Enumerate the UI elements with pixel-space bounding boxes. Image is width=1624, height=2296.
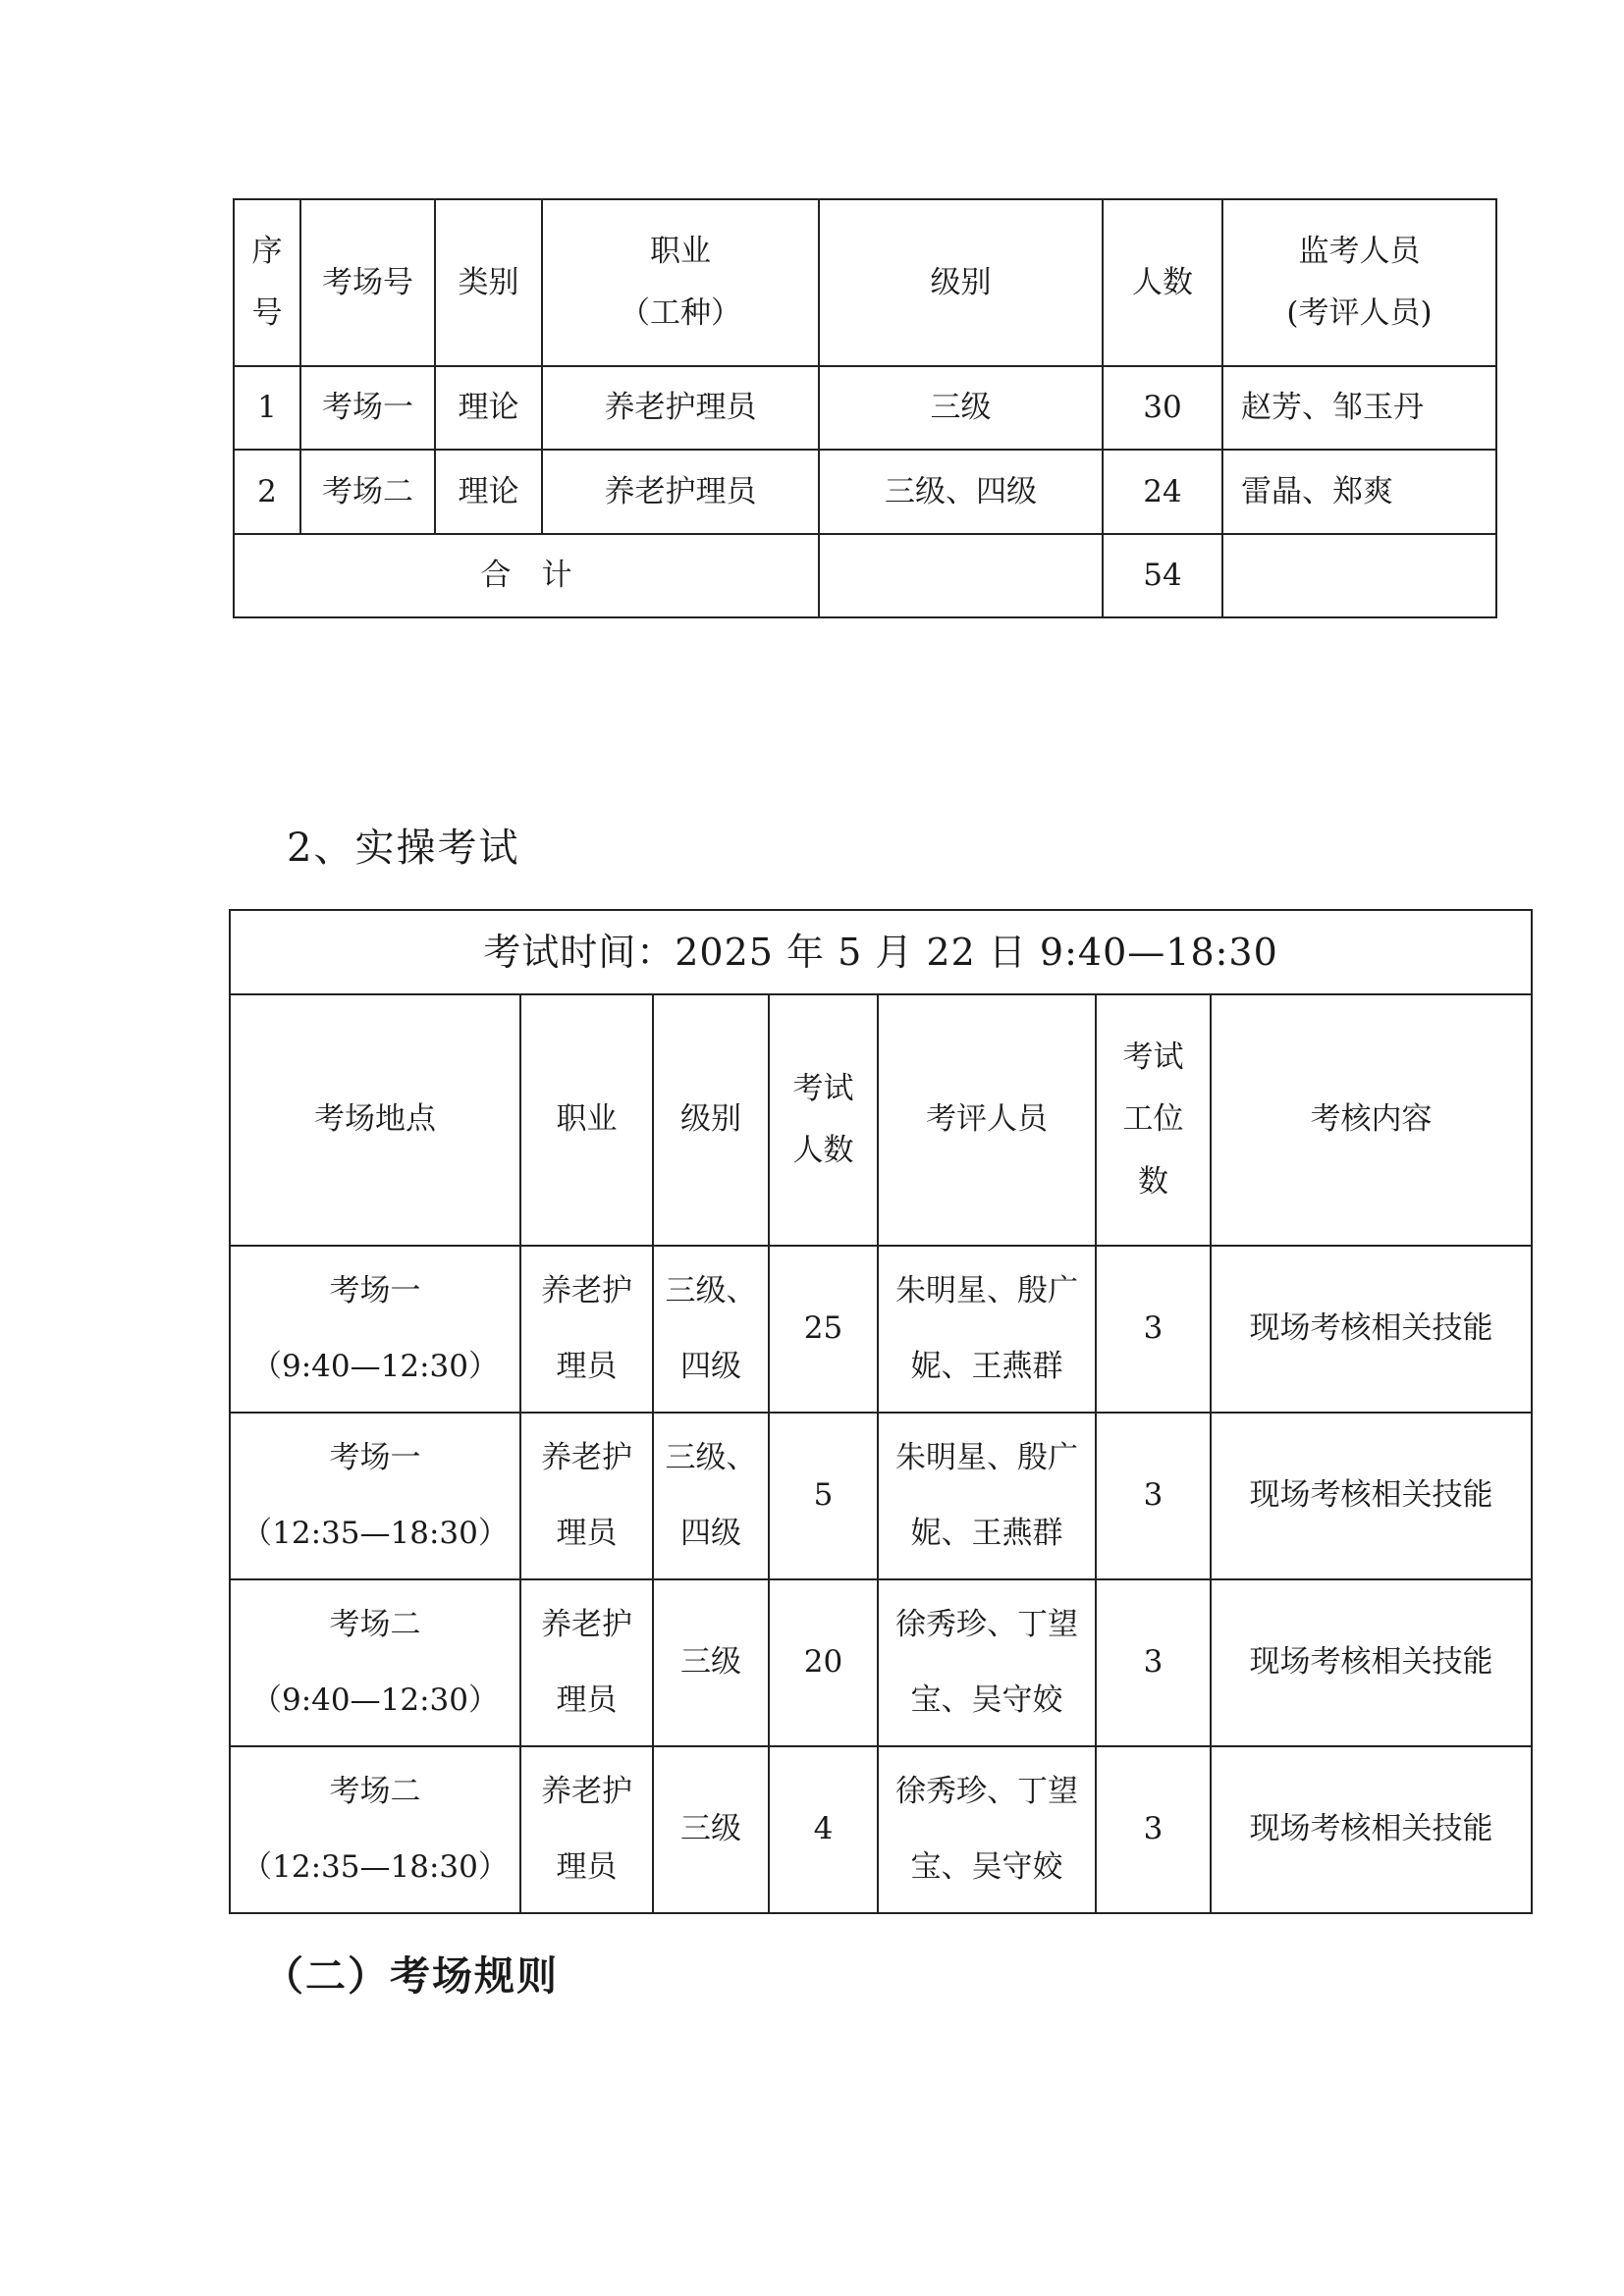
level-line2: 四级 [680,1516,741,1551]
cell-location [230,1246,520,1413]
exam-time: 考试时间：2025 年 5 月 22 日 9:40—18:30 [230,910,1532,994]
location-room: 考场一 [329,1439,421,1475]
total-proctor [1222,534,1496,617]
assessors-line1: 徐秀珍、丁望 [895,1773,1078,1809]
assessors-line1: 徐秀珍、丁望 [895,1606,1078,1642]
cell-occupation: 养老护理员 [542,450,819,534]
assessors-line2: 宝、吴守姣 [910,1682,1063,1718]
cell-level: 三级、四级 [819,450,1103,534]
cell-proctor: 雷晶、郑爽 [1222,450,1496,534]
location-time: （12:35—18:30） [242,1516,509,1551]
cell-occupation [520,1746,653,1913]
cell-location [230,1413,520,1579]
location-time: （12:35—18:30） [242,1849,509,1885]
header-proctor [1222,199,1496,366]
table2-header-row [230,994,1532,1246]
level-line1: 三级、 [665,1272,757,1308]
cell-assessors [878,1746,1096,1913]
assessors-line1: 朱明星、殷广 [895,1272,1078,1308]
cell-count: 30 [1103,366,1222,450]
assessors-line1: 朱明星、殷广 [895,1439,1078,1475]
cell-count: 25 [769,1246,878,1413]
cell-content: 现场考核相关技能 [1211,1413,1532,1579]
header-count: 人数 [1103,199,1222,366]
occupation-line1: 养老护 [541,1439,632,1475]
assessors-line2: 宝、吴守姣 [910,1849,1063,1885]
header-seq-line1: 序 [251,234,283,270]
header-level: 级别 [653,994,769,1246]
assessors-line2: 妮、王燕群 [910,1516,1063,1551]
header-seq-line2: 号 [251,295,283,331]
header-room: 考场号 [300,199,435,366]
cell-count: 5 [769,1413,878,1579]
header-occupation-line1: 职业 [650,234,711,270]
exam-time-row [230,910,1532,994]
table-row [234,366,1496,450]
cell-room: 考场二 [300,450,435,534]
cell-count: 4 [769,1746,878,1913]
cell-level [653,1246,769,1413]
header-occupation [542,199,819,366]
cell-occupation: 养老护理员 [542,366,819,450]
cell-count: 20 [769,1579,878,1746]
cell-seq: 1 [234,366,300,450]
table-row [230,1579,1532,1746]
occupation-line1: 养老护 [541,1606,632,1642]
total-level [819,534,1103,617]
practical-exam-table [229,909,1533,1914]
cell-level: 三级 [653,1579,769,1746]
table-row [230,1246,1532,1413]
cell-stations: 3 [1096,1413,1211,1579]
header-stations [1096,994,1211,1246]
total-label: 合 计 [234,534,819,617]
location-time: （9:40—12:30） [251,1682,499,1718]
cell-stations: 3 [1096,1579,1211,1746]
location-room: 考场二 [329,1606,421,1642]
cell-content: 现场考核相关技能 [1211,1579,1532,1746]
cell-proctor: 赵芳、邹玉丹 [1222,366,1496,450]
header-category: 类别 [435,199,542,366]
header-proctor-line1: 监考人员 [1298,234,1421,270]
table-row [230,1746,1532,1913]
cell-occupation [520,1579,653,1746]
cell-occupation [520,1413,653,1579]
cell-level: 三级 [653,1746,769,1913]
section-title-exam-rules: （二）考场规则 [263,1952,559,2000]
header-count-line1: 考试 [792,1070,854,1106]
location-room: 考场一 [329,1272,421,1308]
cell-content: 现场考核相关技能 [1211,1246,1532,1413]
cell-room: 考场一 [300,366,435,450]
occupation-line1: 养老护 [541,1773,632,1809]
cell-assessors [878,1579,1096,1746]
level-line2: 四级 [680,1349,741,1384]
header-stations-line1: 考试 [1122,1040,1184,1076]
table-row [234,450,1496,534]
header-location: 考场地点 [230,994,520,1246]
occupation-line2: 理员 [556,1849,618,1885]
header-stations-line3: 数 [1138,1163,1168,1200]
cell-stations: 3 [1096,1246,1211,1413]
cell-assessors [878,1413,1096,1579]
cell-count: 24 [1103,450,1222,534]
table1-header-row [234,199,1496,366]
level-line1: 三级、 [665,1439,757,1475]
header-proctor-line2: (考评人员) [1286,295,1433,331]
header-seq [234,199,300,366]
header-occupation-line2: （工种） [620,295,741,331]
cell-level [653,1413,769,1579]
assessors-line2: 妮、王燕群 [910,1349,1063,1384]
table1-total-row [234,534,1496,617]
header-occupation: 职业 [520,994,653,1246]
cell-stations: 3 [1096,1746,1211,1913]
header-assessors: 考评人员 [878,994,1096,1246]
occupation-line2: 理员 [556,1682,618,1718]
cell-location [230,1579,520,1746]
header-count-line2: 人数 [792,1133,854,1168]
cell-occupation [520,1246,653,1413]
section-title-practical: 2、实操考试 [287,826,520,871]
table-row [230,1413,1532,1579]
cell-category: 理论 [435,366,542,450]
location-room: 考场二 [329,1773,421,1809]
cell-assessors [878,1246,1096,1413]
header-exam-count [769,994,878,1246]
theory-exam-table [233,198,1497,618]
occupation-line2: 理员 [556,1516,618,1551]
cell-content: 现场考核相关技能 [1211,1746,1532,1913]
header-stations-line2: 工位 [1122,1101,1184,1138]
cell-location [230,1746,520,1913]
header-content: 考核内容 [1211,994,1532,1246]
cell-category: 理论 [435,450,542,534]
occupation-line1: 养老护 [541,1272,632,1308]
location-time: （9:40—12:30） [251,1349,499,1384]
header-level: 级别 [819,199,1103,366]
cell-level: 三级 [819,366,1103,450]
occupation-line2: 理员 [556,1349,618,1384]
cell-seq: 2 [234,450,300,534]
total-count: 54 [1103,534,1222,617]
